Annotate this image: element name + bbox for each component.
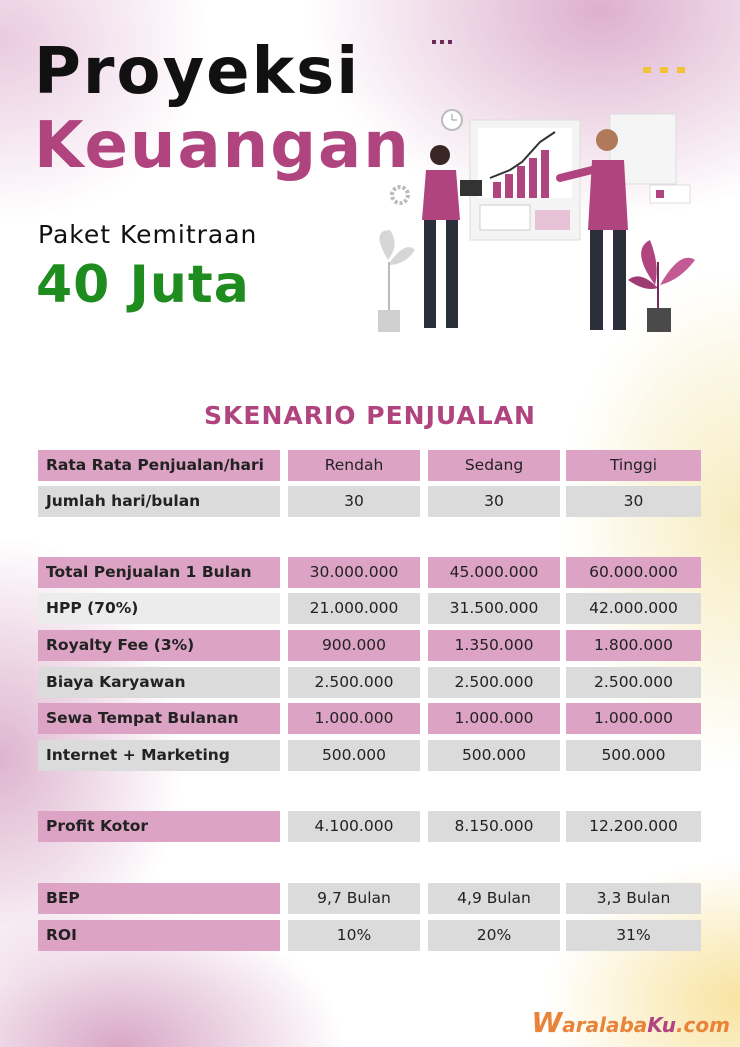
row-label: ROI bbox=[38, 920, 280, 951]
row-value: 12.200.000 bbox=[566, 811, 701, 842]
row-value: 30 bbox=[566, 486, 701, 517]
row-label: Internet + Marketing bbox=[38, 740, 280, 771]
row-value: 31.500.000 bbox=[428, 593, 560, 624]
row-value: 10% bbox=[288, 920, 420, 951]
row-label: HPP (70%) bbox=[38, 593, 280, 624]
brand-logo: WaralabaKu.com bbox=[531, 1006, 730, 1039]
row-value: Rendah bbox=[288, 450, 420, 481]
row-value: 31% bbox=[566, 920, 701, 951]
title-line2: Keuangan bbox=[34, 109, 411, 183]
package-subtitle: Paket Kemitraan bbox=[38, 220, 258, 249]
row-value: Tinggi bbox=[566, 450, 701, 481]
row-value: 500.000 bbox=[566, 740, 701, 771]
row-value: 30 bbox=[288, 486, 420, 517]
row-value: 4,9 Bulan bbox=[428, 883, 560, 914]
row-value: Sedang bbox=[428, 450, 560, 481]
row-value: 21.000.000 bbox=[288, 593, 420, 624]
row-value: 500.000 bbox=[288, 740, 420, 771]
row-value: 45.000.000 bbox=[428, 557, 560, 588]
row-value: 20% bbox=[428, 920, 560, 951]
row-value: 9,7 Bulan bbox=[288, 883, 420, 914]
row-value: 2.500.000 bbox=[566, 667, 701, 698]
row-label: Royalty Fee (3%) bbox=[38, 630, 280, 661]
row-value: 1.000.000 bbox=[428, 703, 560, 734]
row-value: 30.000.000 bbox=[288, 557, 420, 588]
row-value: 900.000 bbox=[288, 630, 420, 661]
row-value: 4.100.000 bbox=[288, 811, 420, 842]
row-value: 1.350.000 bbox=[428, 630, 560, 661]
row-value: 60.000.000 bbox=[566, 557, 701, 588]
section-title: SKENARIO PENJUALAN bbox=[204, 401, 536, 430]
row-value: 1.000.000 bbox=[566, 703, 701, 734]
row-value: 1.800.000 bbox=[566, 630, 701, 661]
row-label: Jumlah hari/bulan bbox=[38, 486, 280, 517]
row-label: Total Penjualan 1 Bulan bbox=[38, 557, 280, 588]
row-value: 2.500.000 bbox=[288, 667, 420, 698]
row-label: Profit Kotor bbox=[38, 811, 280, 842]
row-value: 42.000.000 bbox=[566, 593, 701, 624]
row-value: 8.150.000 bbox=[428, 811, 560, 842]
row-value: 1.000.000 bbox=[288, 703, 420, 734]
decor-dots bbox=[432, 40, 452, 44]
business-presentation-illustration bbox=[360, 30, 740, 350]
title-line1: Proyeksi bbox=[34, 35, 361, 109]
row-label: Rata Rata Penjualan/hari bbox=[38, 450, 280, 481]
row-value: 30 bbox=[428, 486, 560, 517]
row-label: Sewa Tempat Bulanan bbox=[38, 703, 280, 734]
row-value: 2.500.000 bbox=[428, 667, 560, 698]
row-value: 3,3 Bulan bbox=[566, 883, 701, 914]
package-amount: 40 Juta bbox=[36, 255, 250, 315]
row-value: 500.000 bbox=[428, 740, 560, 771]
row-label: BEP bbox=[38, 883, 280, 914]
row-label: Biaya Karyawan bbox=[38, 667, 280, 698]
